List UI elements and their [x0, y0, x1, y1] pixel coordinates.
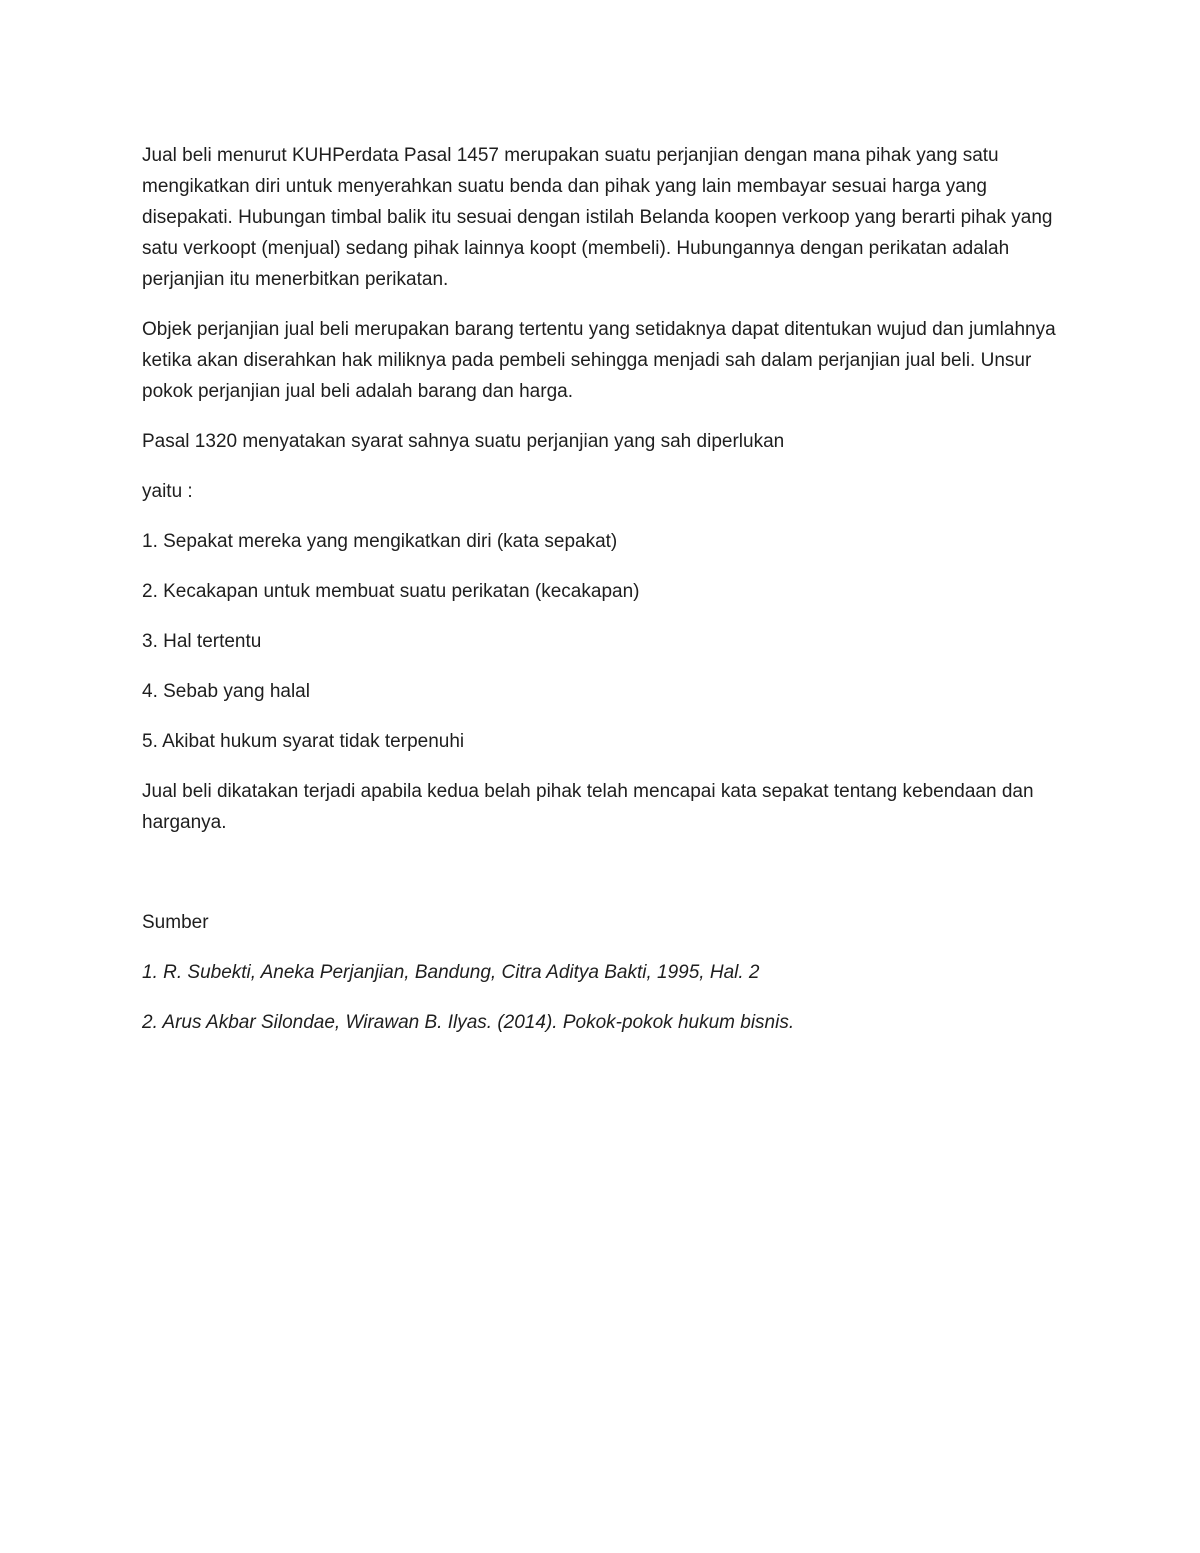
list-item: 5. Akibat hukum syarat tidak terpenuhi [142, 731, 465, 752]
document-body [142, 140, 1072, 1057]
list-item: 3. Hal tertentu [142, 631, 262, 652]
list-item: 1. Sepakat mereka yang mengikatkan diri (kata sepakat) [142, 531, 618, 552]
source-item: 1. R. Subekti, Aneka Perjanjian, Bandung, Citra Aditya Bakti, 1995, Hal. 2 [142, 962, 760, 983]
paragraph-closing: Jual beli dikatakan terjadi apabila kedua belah pihak telah mencapai kata sepakat tentang kebendaan dan harganya. [142, 781, 1034, 833]
paragraph-object: Objek perjanjian jual beli merupakan barang tertentu yang setidaknya dapat ditentukan wujud dan jumlahnya ketika akan diserahkan hak miliknya pada pembeli sehingga menjadi sah dalam perjanjian jual beli. Unsur pokok perjanjian jual beli adalah barang dan harga. [142, 319, 1056, 402]
sources-heading: Sumber [142, 912, 209, 933]
conditions-list [142, 526, 1072, 757]
source-item: 2. Arus Akbar Silondae, Wirawan B. Ilyas. (2014). Pokok-pokok hukum bisnis. [142, 1012, 795, 1033]
paragraph-definition: Jual beli menurut KUHPerdata Pasal 1457 merupakan suatu perjanjian dengan mana pihak yang satu mengikatkan diri untuk menyerahkan suatu benda dan pihak yang lain membayar sesuai harga yang disepakati. Hubungan timbal balik itu sesuai dengan istilah Belanda koopen verkoop yang berarti pihak yang satu verkoopt (menjual) sedang pihak lainnya koopt (membeli). Hubungannya dengan perikatan adalah perjanjian itu menerbitkan perikatan. [142, 145, 1053, 290]
paragraph-yaitu: yaitu : [142, 481, 193, 502]
sources-list [142, 957, 1072, 1038]
list-item: 4. Sebab yang halal [142, 681, 310, 702]
blank-spacer [142, 857, 1072, 907]
paragraph-pasal-1320: Pasal 1320 menyatakan syarat sahnya suatu perjanjian yang sah diperlukan [142, 431, 785, 452]
list-item: 2. Kecakapan untuk membuat suatu perikatan (kecakapan) [142, 581, 640, 602]
